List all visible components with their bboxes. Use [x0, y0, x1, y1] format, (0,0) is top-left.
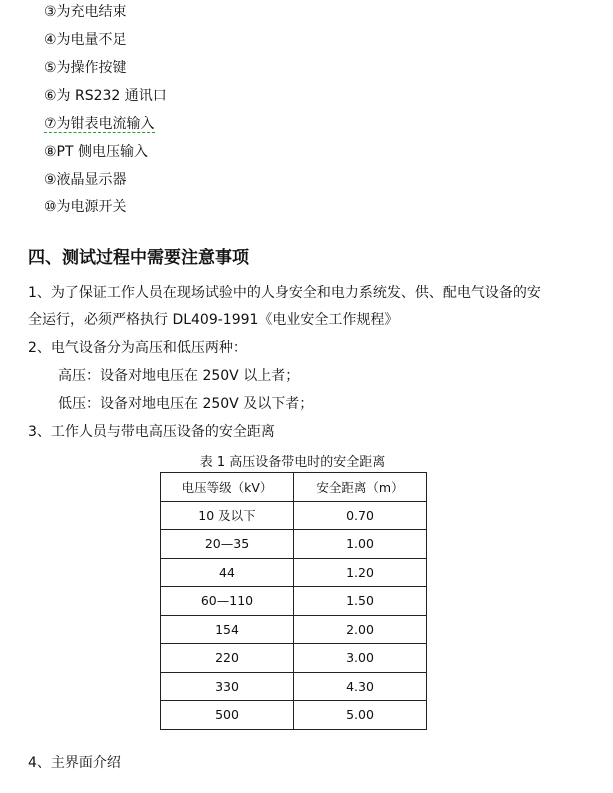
cell-voltage: 330	[161, 672, 294, 701]
list-item-lcd: ⑨液晶显示器	[44, 172, 127, 188]
table-row	[161, 644, 427, 673]
item2-title: 2、电气设备分为高压和低压两种：	[28, 340, 247, 356]
safety-distance-table	[160, 472, 427, 730]
table-row	[161, 558, 427, 587]
list-item-rs232: ⑥为 RS232 通讯口	[44, 88, 167, 104]
section-heading: 四、测试过程中需要注意事项	[28, 248, 249, 268]
cell-distance: 1.50	[294, 587, 427, 616]
item1-line1: 1、为了保证工作人员在现场试验中的人身安全和电力系统发、供、配电气设备的安	[28, 285, 541, 301]
list-item-low-battery: ④为电量不足	[44, 32, 127, 48]
table-row	[161, 615, 427, 644]
cell-distance: 0.70	[294, 501, 427, 530]
list-item-clamp-current	[44, 114, 155, 134]
list-item-clamp-current-text: ⑦为钳表电流输入	[44, 116, 155, 132]
table-header-row	[161, 473, 427, 502]
table-row	[161, 672, 427, 701]
table-row	[161, 701, 427, 730]
item4-title: 4、主界面介绍	[28, 755, 121, 771]
cell-distance: 2.00	[294, 615, 427, 644]
list-item-power-switch: ⑩为电源开关	[44, 199, 127, 215]
table-row	[161, 501, 427, 530]
header-safety-distance: 安全距离（m）	[294, 473, 427, 502]
table-caption: 表 1 高压设备带电时的安全距离	[199, 455, 386, 470]
list-item-pt-voltage: ⑧PT 侧电压输入	[44, 144, 148, 160]
cell-distance: 5.00	[294, 701, 427, 730]
cell-distance: 1.00	[294, 530, 427, 559]
item3-title: 3、工作人员与带电高压设备的安全距离	[28, 424, 275, 440]
item2-low-voltage: 低压：设备对地电压在 250V 及以下者；	[58, 396, 314, 412]
item1-line2: 全运行，必须严格执行 DL409-1991《电业安全工作规程》	[28, 312, 399, 328]
table-row	[161, 587, 427, 616]
cell-voltage: 154	[161, 615, 294, 644]
cell-voltage: 44	[161, 558, 294, 587]
cell-voltage: 20—35	[161, 530, 294, 559]
cell-voltage: 60—110	[161, 587, 294, 616]
cell-voltage: 10 及以下	[161, 501, 294, 530]
cell-distance: 3.00	[294, 644, 427, 673]
cell-distance: 4.30	[294, 672, 427, 701]
header-voltage-level: 电压等级（kV）	[161, 473, 294, 502]
cell-distance: 1.20	[294, 558, 427, 587]
cell-voltage: 500	[161, 701, 294, 730]
cell-voltage: 220	[161, 644, 294, 673]
list-item-charge-end: ③为充电结束	[44, 4, 127, 20]
table-row	[161, 530, 427, 559]
item2-high-voltage: 高压：设备对地电压在 250V 以上者；	[58, 368, 300, 384]
list-item-buttons: ⑤为操作按键	[44, 60, 127, 76]
